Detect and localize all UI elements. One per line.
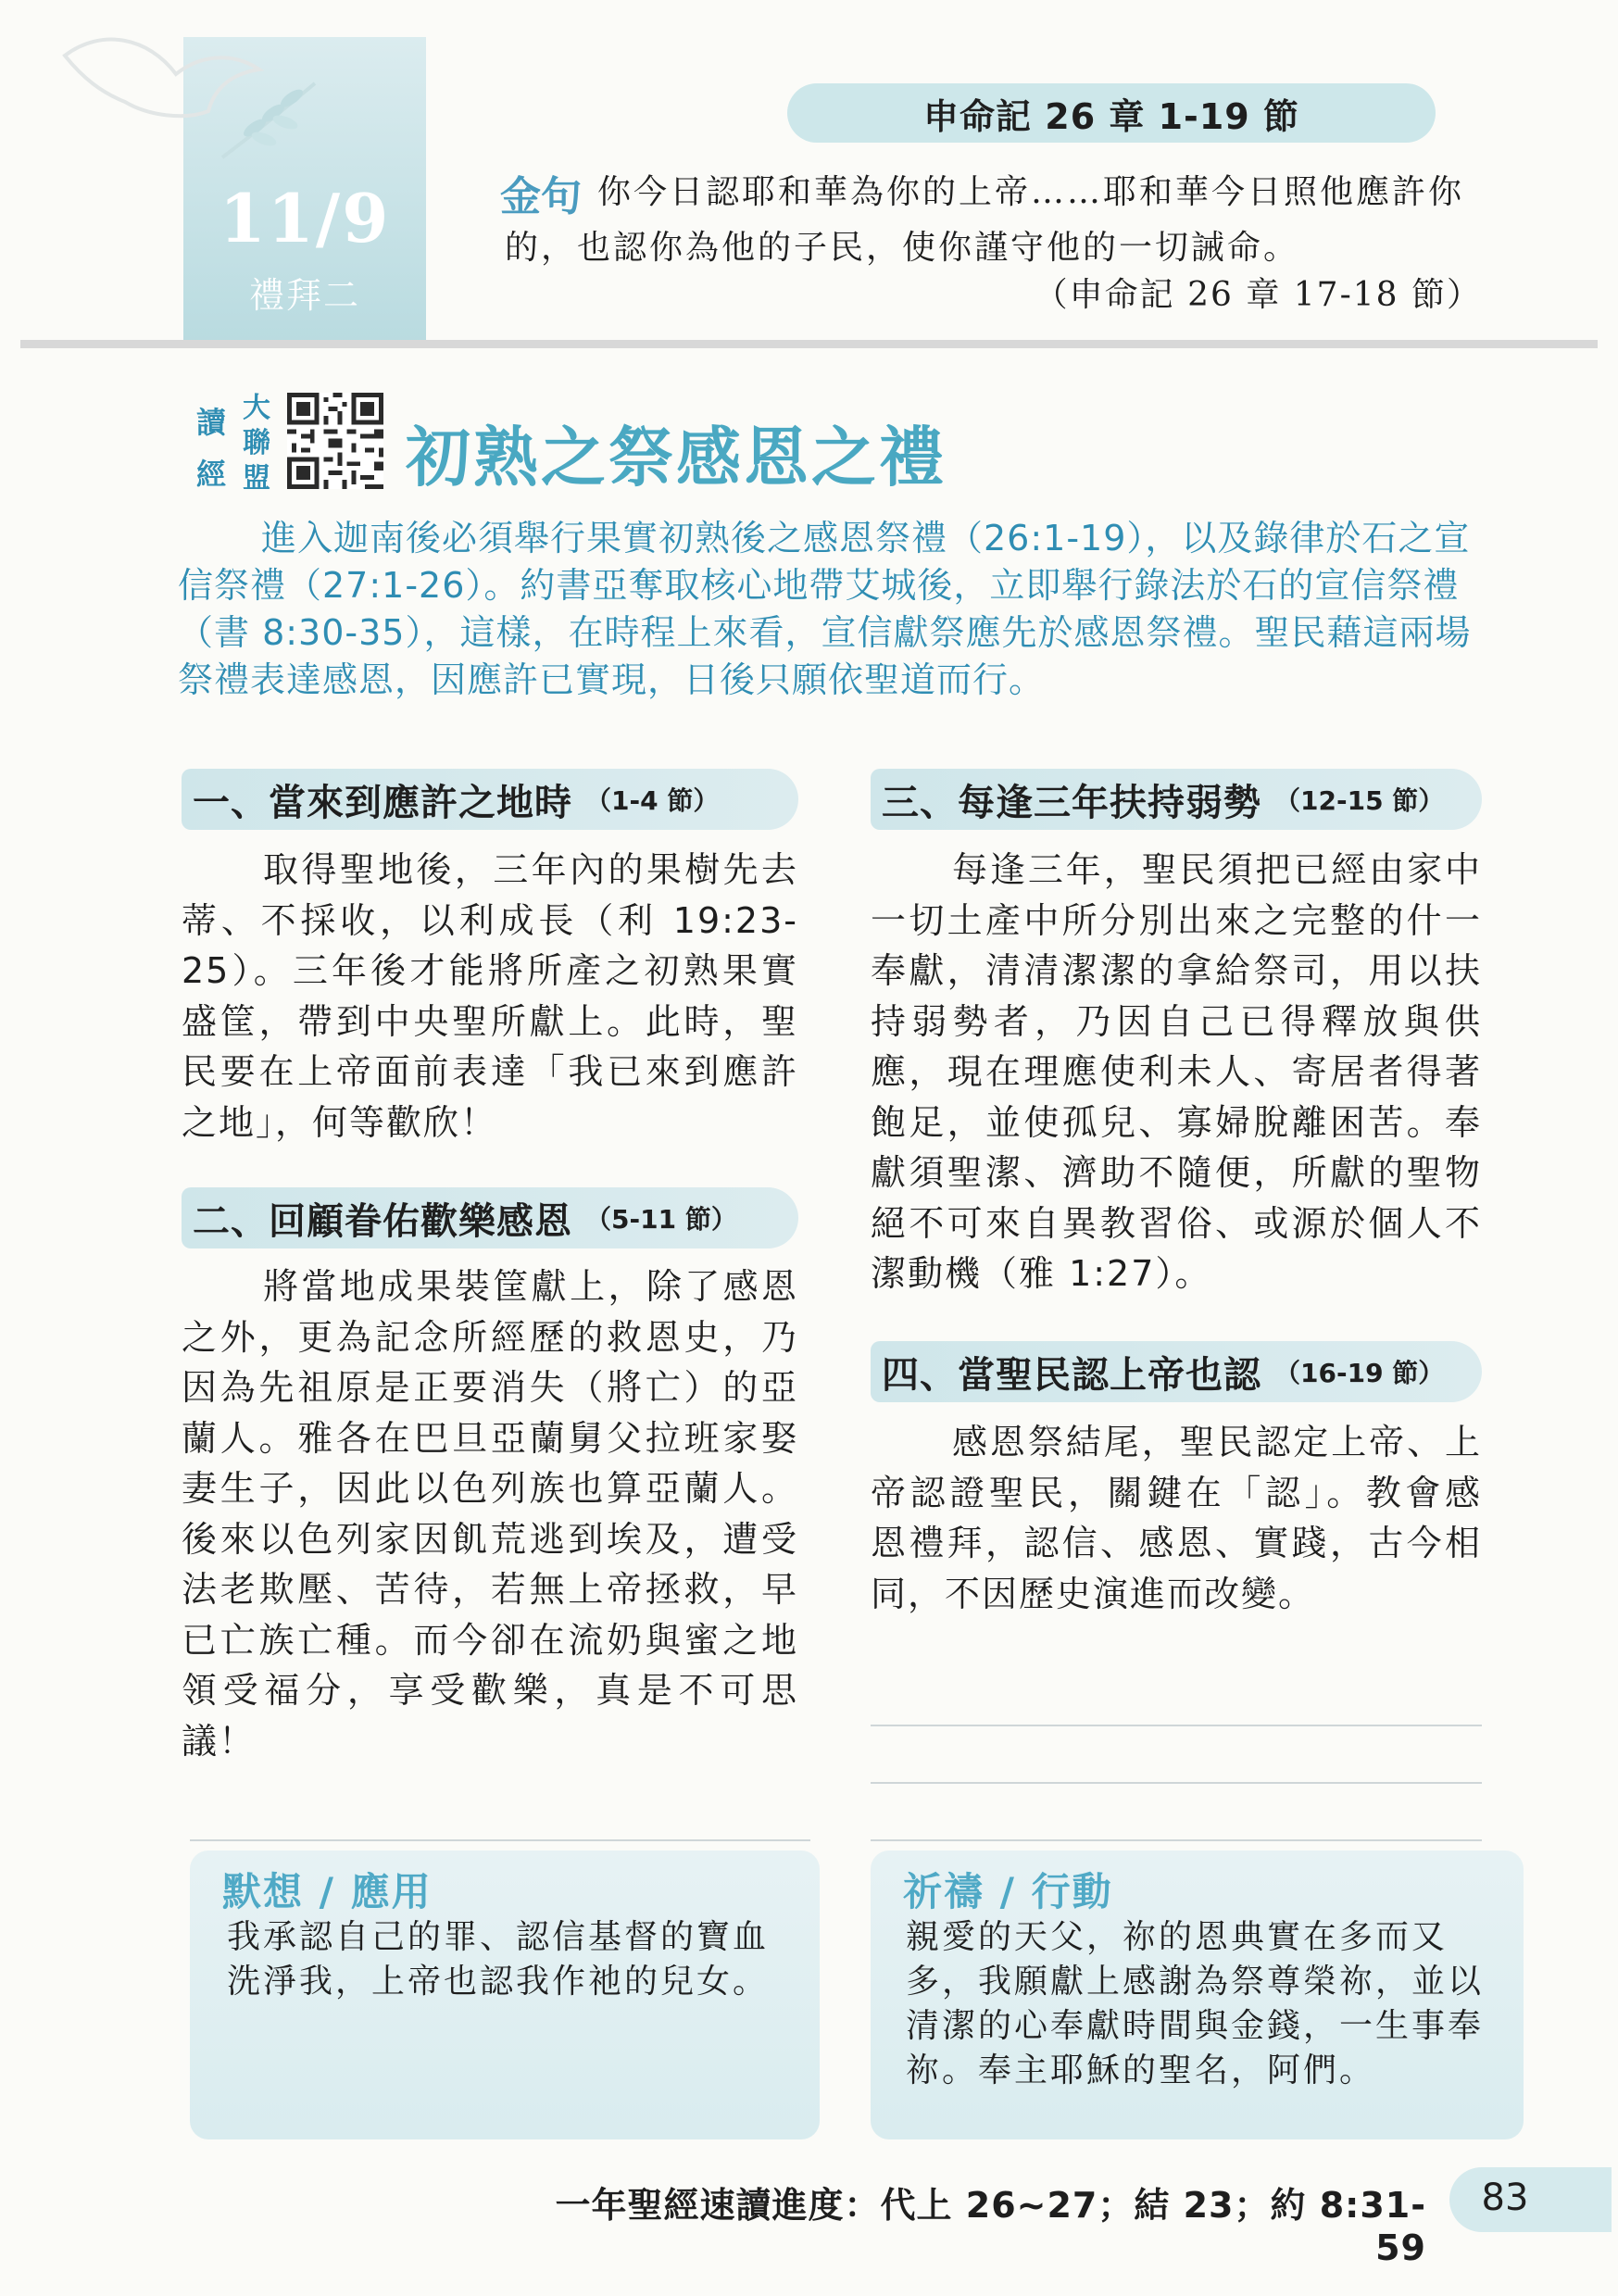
reading-progress: 一年聖經速讀進度：代上 26~27；結 23；約 8:31-59 <box>555 2185 1426 2268</box>
header-divider <box>20 340 1598 348</box>
section-1-header <box>182 769 798 830</box>
section-3-body: 每逢三年，聖民須把已經由家中一切土產中所分別出來之完整的什一奉獻，清清潔潔的拿給祭司，用以扶持弱勢者，乃因自己已得釋放與供應，現在理應使利未人、寄居者得著飽足，並使孤兒、寡婦脫離困苦。奉獻須聖潔、濟助不隨便，所獻的聖物絕不可來自異教習俗、或源於個人不潔動機（雅 1:27）。 <box>871 849 1482 1294</box>
section-2-verses: （5-11 節） <box>585 1204 737 1235</box>
section-1-verses: （1-4 節） <box>585 785 720 816</box>
league-label: 大聯盟 <box>243 392 270 495</box>
prayer-title: 祈禱 / 行動 <box>903 1869 1113 1914</box>
section-3-verses: （12-15 節） <box>1274 785 1445 816</box>
intro-paragraph: 進入迦南後必須舉行果實初熟後之感恩祭禮（26:1-19），以及錄律於石之宣信祭禮（27:1-26）。約書亞奪取核心地帶艾城後，立即舉行錄法於石的宣信祭禮（書 8:30-35），這樣，在時程上來看，宣信獻祭應先於感恩祭禮。聖民藉這兩場祭禮表達感恩，因應許已實現，日後只願依聖道而行。 <box>178 518 1472 700</box>
section-1-title: 一、當來到應許之地時 <box>193 781 572 824</box>
dove-olive-branch-icon <box>37 19 343 185</box>
note-line <box>871 1782 1482 1784</box>
date: 11/9 <box>219 179 391 257</box>
section-2-header <box>182 1187 798 1248</box>
qr-code-icon[interactable] <box>287 393 383 489</box>
note-line <box>190 1839 810 1841</box>
golden-verse-text: 你今日認耶和華為你的上帝……耶和華今日照他應許你的，也認你為他的子民，使你謹守他的一切誡命。 <box>505 173 1465 267</box>
reflection-title: 默想 / 應用 <box>222 1869 433 1914</box>
prayer-text: 親愛的天父，祢的恩典實在多而又多，我願獻上感謝為祭尊榮祢，並以清潔的心奉獻時間與金錢，一生事奉祢。奉主耶穌的聖名，阿們。 <box>906 1918 1485 2089</box>
section-4-body: 感恩祭結尾，聖民認定上帝、上帝認證聖民，關鍵在「認」。教會感恩禮拜，認信、感恩、實踐，古今相同，不因歷史演進而改變。 <box>871 1422 1482 1614</box>
reflection-text: 我承認自己的罪、認信基督的寶血洗淨我，上帝也認我作祂的兒女。 <box>227 1918 770 2001</box>
section-4-title: 四、當聖民認上帝也認 <box>882 1353 1261 1397</box>
section-3-title: 三、每逢三年扶持弱勢 <box>882 781 1261 824</box>
section-4-verses: （16-19 節） <box>1274 1358 1445 1388</box>
section-2-title: 二、回顧眷佑歡樂感恩 <box>193 1199 572 1243</box>
weekday: 禮拜二 <box>248 275 360 316</box>
section-4-header <box>871 1341 1482 1402</box>
scripture-reference-badge: 申命記 26 章 1-19 節 <box>787 83 1436 143</box>
section-3-header <box>871 769 1482 830</box>
section-2-body: 將當地成果裝筐獻上，除了感恩之外，更為記念所經歷的救恩史，乃因為先祖原是正要消失（將亡）的亞蘭人。雅各在巴旦亞蘭舅父拉班家娶妻生子，因此以色列族也算亞蘭人。後來以色列家因飢荒逃到埃及，遭受法老欺壓、苦待，若無上帝拯救，早已亡族亡種。而今卻在流奶與蜜之地領受福分，享受歡樂，真是不可思議！ <box>182 1266 798 1762</box>
section-1-body: 取得聖地後，三年內的果樹先去蒂、不採收，以利成長（利 19:23-25）。三年後才能將所產之初熟果實盛筐，帶到中央聖所獻上。此時，聖民要在上帝面前表達「我已來到應許之地」，何等歡欣！ <box>182 849 798 1143</box>
page-title: 初熟之祭感恩之禮 <box>406 420 947 496</box>
golden-verse-label: 金句 <box>500 173 582 220</box>
note-line <box>871 1725 1482 1726</box>
golden-verse-reference: （申命記 26 章 17-18 節） <box>1034 276 1482 314</box>
read-label: 讀經 <box>196 405 227 492</box>
note-line <box>871 1839 1482 1841</box>
page-number: 83 <box>1481 2177 1529 2219</box>
